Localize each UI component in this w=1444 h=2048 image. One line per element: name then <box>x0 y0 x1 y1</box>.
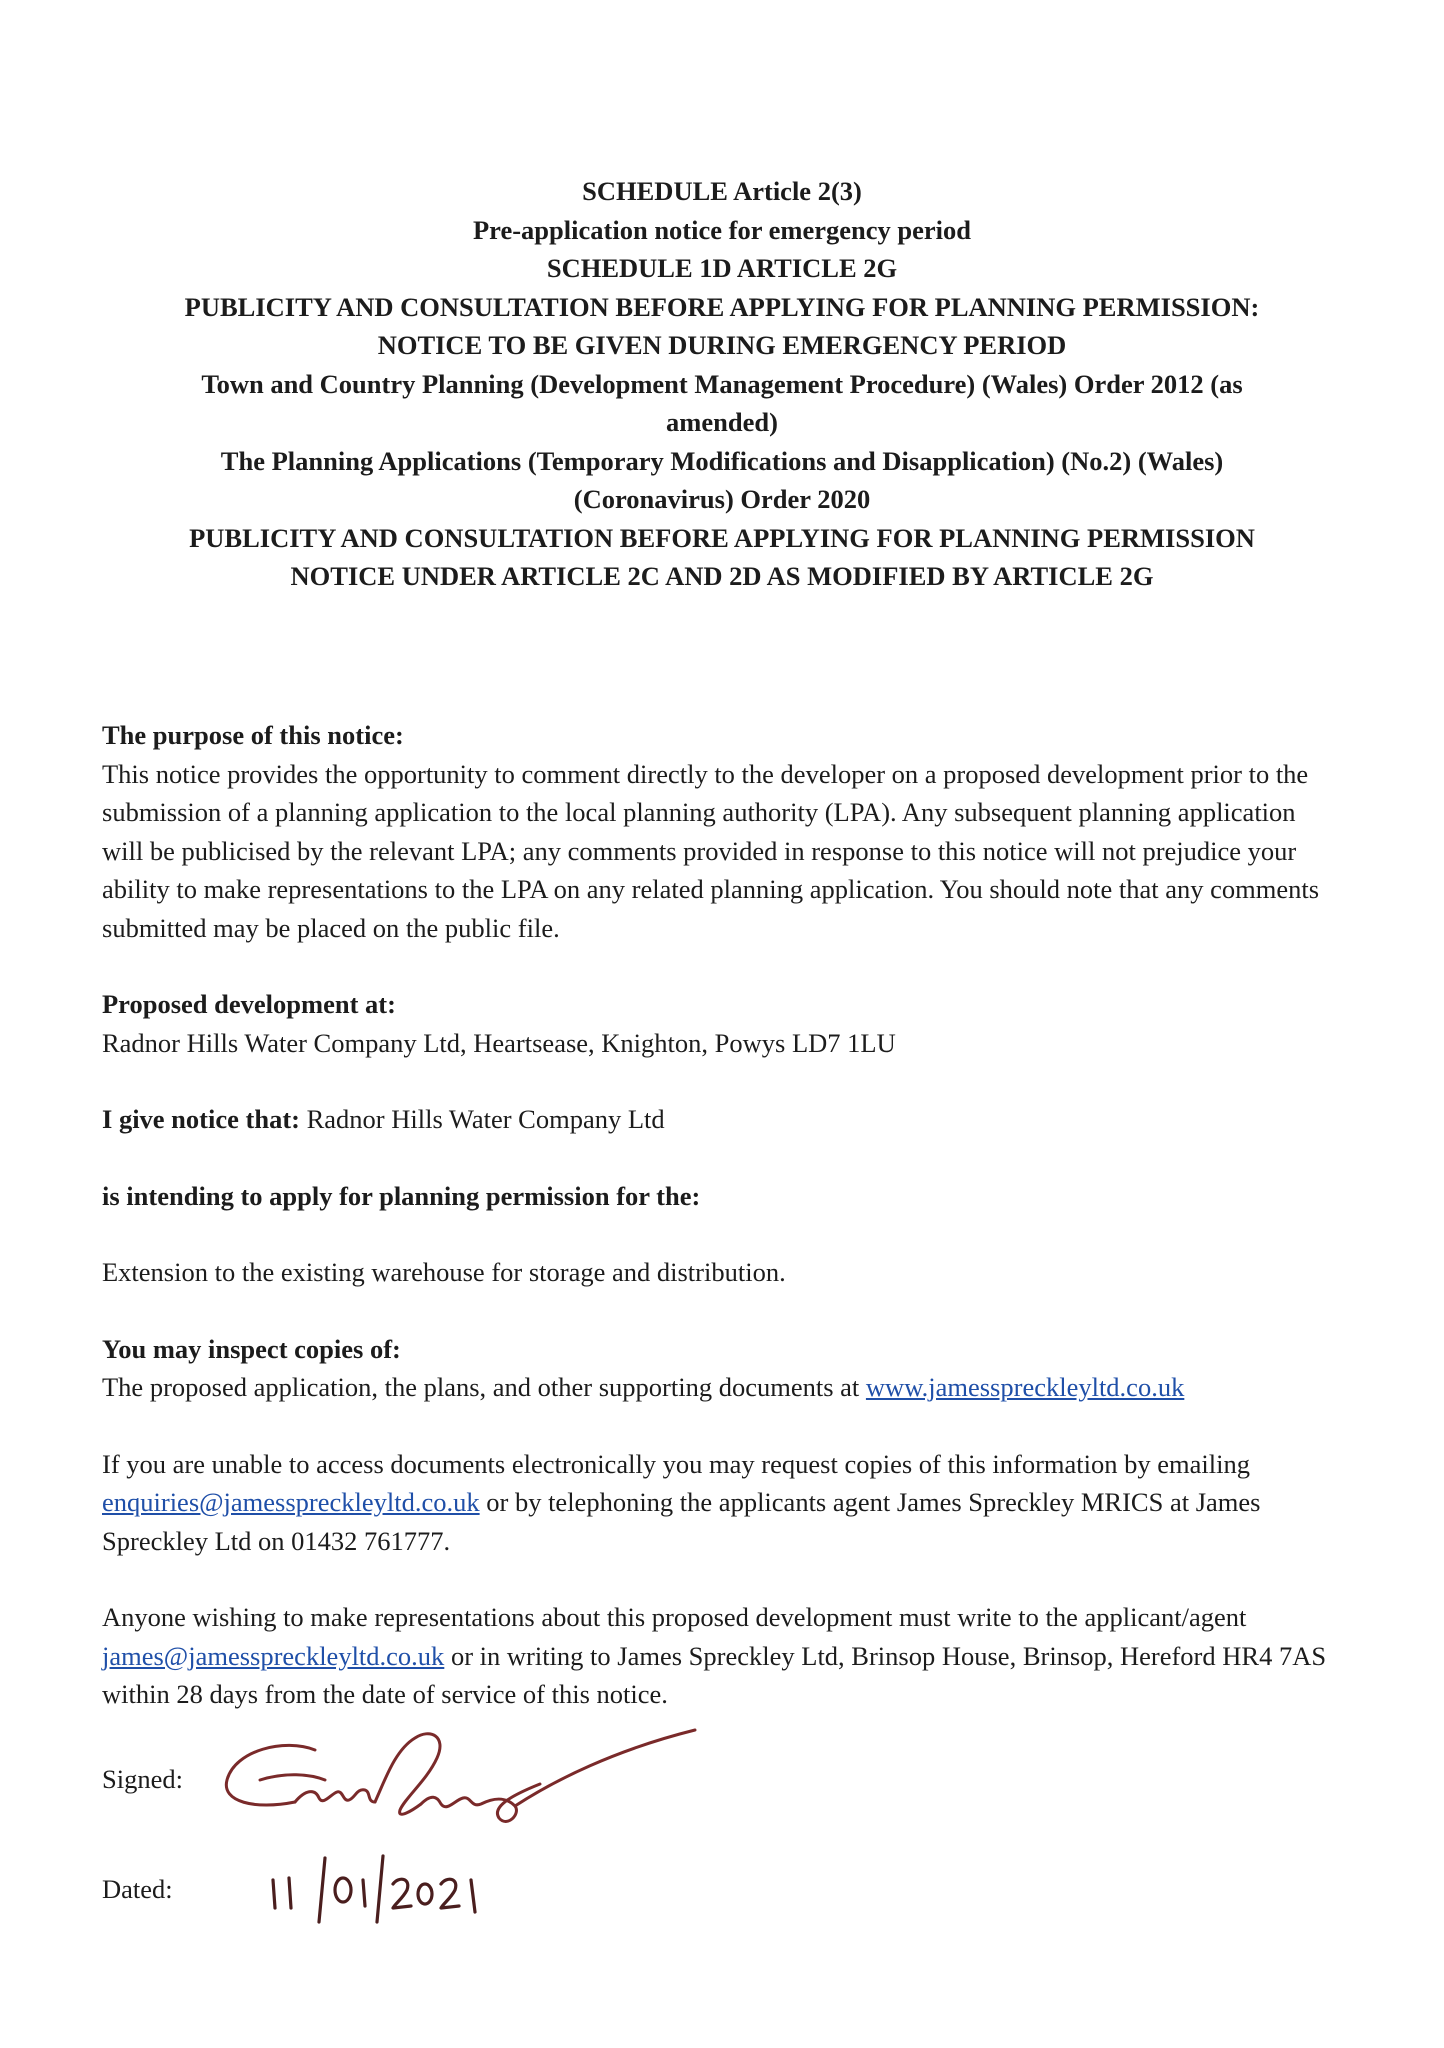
intending-label: is intending to apply for planning permission for the: <box>102 1180 701 1211</box>
enquiries-email-link[interactable]: enquiries@jamesspreckleyltd.co.uk <box>102 1487 480 1517</box>
heading-line: Town and Country Planning (Development Management Procedure) (Wales) Order 2012 (as <box>201 368 1243 399</box>
notice-label: I give notice that: <box>102 1104 300 1134</box>
inspect-label: You may inspect copies of: <box>102 1333 401 1364</box>
purpose-label: The purpose of this notice: <box>102 720 404 750</box>
heading-line: SCHEDULE 1D ARTICLE 2G <box>546 253 898 283</box>
heading-line: SCHEDULE Article 2(3) <box>582 176 862 206</box>
notice-value: Radnor Hills Water Company Ltd <box>299 1104 665 1134</box>
heading-line: Pre-application notice for emergency period <box>473 214 971 245</box>
development-section <box>102 985 1342 1062</box>
development-address: Radnor Hills Water Company Ltd, Heartsease, Knighton, Powys LD7 1LU <box>102 1027 896 1058</box>
access-section <box>102 1445 1342 1561</box>
handwritten-date <box>265 1850 505 1925</box>
intending-value: Extension to the existing warehouse for storage and distribution. <box>102 1257 786 1287</box>
heading-line: NOTICE TO BE GIVEN DURING EMERGENCY PERIOD <box>377 330 1067 360</box>
heading-line: amended) <box>666 407 778 437</box>
representations-section <box>102 1598 1342 1714</box>
development-label: Proposed development at: <box>102 989 396 1019</box>
access-text: If you are unable to access documents electronically you may request copies of this information by emailing <box>102 1448 1250 1479</box>
heading-line: PUBLICITY AND CONSULTATION BEFORE APPLYING FOR PLANNING PERMISSION: <box>184 291 1260 322</box>
inspect-section <box>102 1330 1342 1407</box>
handwritten-signature <box>215 1710 715 1860</box>
heading-line: The Planning Applications (Temporary Modifications and Disapplication) (No.2) (Wales) <box>220 445 1224 476</box>
representations-text-cont: or in writing to James Spreckley Ltd, Brinsop House, Brinsop, Hereford HR4 7AS within 28 days from the date of service of this notice. <box>102 1640 1327 1709</box>
agent-email-link[interactable]: james@jamesspreckleyltd.co.uk <box>102 1640 445 1671</box>
signed-label: Signed: <box>102 1764 183 1794</box>
notice-heading <box>110 172 1334 596</box>
intending-section <box>102 1177 1342 1216</box>
heading-line: (Coronavirus) Order 2020 <box>573 484 871 514</box>
notice-body <box>102 716 1342 1714</box>
heading-line: NOTICE UNDER ARTICLE 2C AND 2D AS MODIFIED BY ARTICLE 2G <box>290 561 1154 591</box>
access-text-cont: or by telephoning the applicants agent James Spreckley MRICS at James Spreckley Ltd on 01432 761777. <box>102 1487 1261 1556</box>
website-link[interactable]: www.jamesspreckleyltd.co.uk <box>865 1372 1185 1402</box>
representations-text: Anyone wishing to make representations about this proposed development must write to the applicant/agent <box>102 1602 1247 1632</box>
notice-section <box>102 1100 1342 1139</box>
heading-line: PUBLICITY AND CONSULTATION BEFORE APPLYING FOR PLANNING PERMISSION <box>189 522 1255 553</box>
inspect-text: The proposed application, the plans, and other supporting documents at <box>102 1372 866 1402</box>
dated-label: Dated: <box>102 1874 173 1904</box>
purpose-section <box>102 716 1342 947</box>
purpose-text: This notice provides the opportunity to comment directly to the developer on a proposed development prior to the submission of a planning application to the local planning authority (LPA). Any subsequent planning application will be publicised by the relevant LPA; any comments provided in response to this notice will not prejudice your ability to make representations to the LPA on any related planning application. You should note that any comments submitted may be placed on the public file. <box>102 758 1320 943</box>
